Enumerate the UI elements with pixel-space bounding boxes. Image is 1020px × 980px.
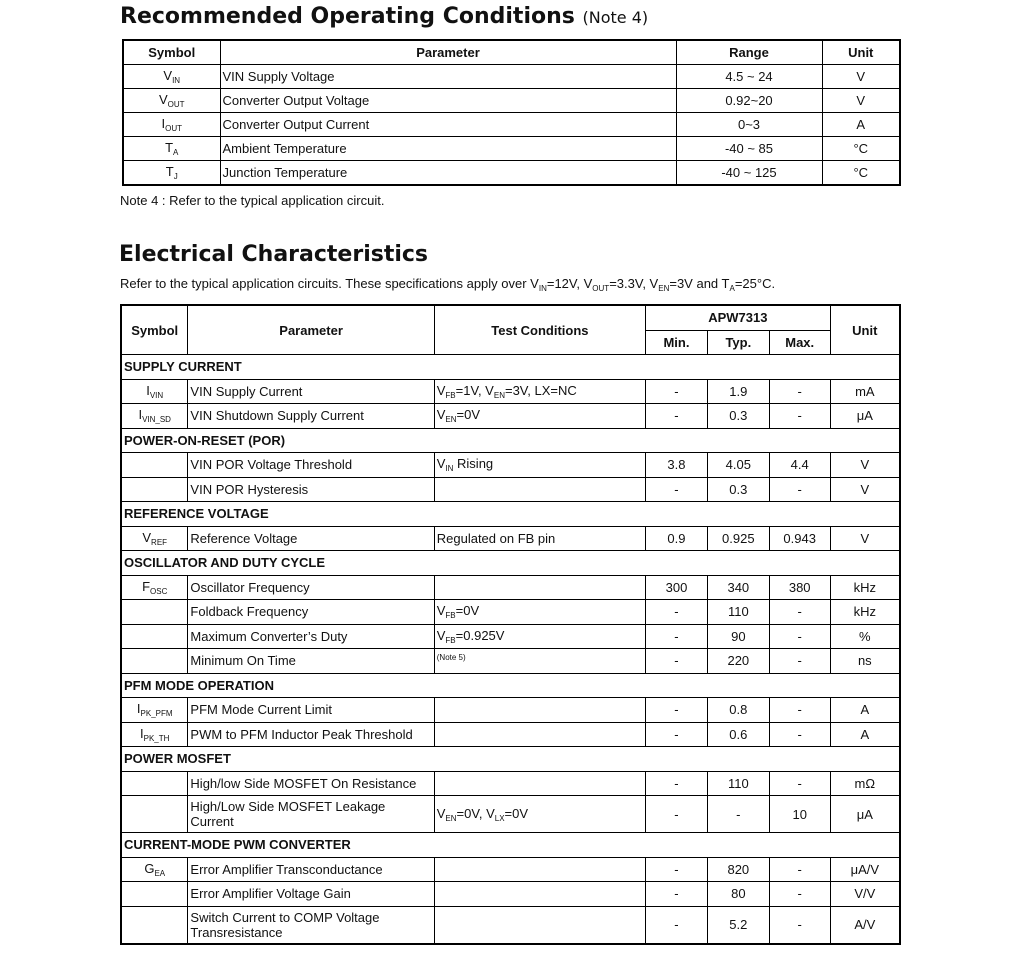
table-row xyxy=(121,698,900,723)
unit-cell: mA xyxy=(830,379,900,404)
min-cell: - xyxy=(646,796,708,833)
col-header-max: Max. xyxy=(769,330,830,355)
roc-title: Recommended Operating Conditions (Note 4) xyxy=(120,4,649,29)
min-cell: - xyxy=(646,771,708,796)
max-cell: - xyxy=(769,906,830,944)
col-header-typ: Typ. xyxy=(707,330,769,355)
table-row xyxy=(121,526,900,551)
range-cell: 0.92~20 xyxy=(676,89,822,113)
section-row xyxy=(121,551,900,576)
max-cell: - xyxy=(769,882,830,907)
range-cell: -40 ~ 85 xyxy=(676,137,822,161)
section-row xyxy=(121,747,900,772)
min-cell: - xyxy=(646,379,708,404)
typ-cell: 0.3 xyxy=(707,477,769,502)
typ-cell: 4.05 xyxy=(707,453,769,478)
table-row xyxy=(123,89,900,113)
unit-cell: mΩ xyxy=(830,771,900,796)
table-row xyxy=(121,600,900,625)
table-row xyxy=(121,722,900,747)
typ-cell: 220 xyxy=(707,649,769,674)
symbol-cell: $T_J$ xyxy=(123,161,220,186)
table-header-row xyxy=(121,305,900,330)
test-cell: $V_{EN}=0V$, $V_{LX}=0V$ xyxy=(434,796,645,833)
section-title: REFERENCE VOLTAGE xyxy=(121,502,900,527)
symbol-cell: $I_{PK\_TH}$ xyxy=(121,722,188,747)
max-cell: 10 xyxy=(769,796,830,833)
test-cell xyxy=(434,698,645,723)
test-cell xyxy=(434,857,645,882)
parameter-cell: Converter Output Current xyxy=(220,113,676,137)
parameter-cell: Ambient Temperature xyxy=(220,137,676,161)
table-row xyxy=(123,137,900,161)
typ-cell: 820 xyxy=(707,857,769,882)
section-row xyxy=(121,428,900,453)
test-cell xyxy=(434,722,645,747)
symbol-cell: $I_{VIN\_SD}$ xyxy=(121,404,188,429)
min-cell: - xyxy=(646,624,708,649)
min-cell: - xyxy=(646,404,708,429)
unit-cell: °C xyxy=(822,161,900,186)
table-row xyxy=(121,404,900,429)
section-title: POWER-ON-RESET (POR) xyxy=(121,428,900,453)
test-cell xyxy=(434,906,645,944)
note-4: Note 4 : Refer to the typical application circuit. xyxy=(120,193,385,208)
test-cell: $V_{FB}=0.925V$ xyxy=(434,624,645,649)
section-row xyxy=(121,502,900,527)
max-cell: - xyxy=(769,404,830,429)
parameter-cell: Junction Temperature xyxy=(220,161,676,186)
min-cell: - xyxy=(646,698,708,723)
unit-cell: V xyxy=(830,453,900,478)
col-header-range: Range xyxy=(676,40,822,65)
roc-note-ref: (Note 4) xyxy=(582,8,649,27)
section-title: OSCILLATOR AND DUTY CYCLE xyxy=(121,551,900,576)
ec-table xyxy=(120,304,901,945)
min-cell: - xyxy=(646,722,708,747)
max-cell: - xyxy=(769,722,830,747)
table-row xyxy=(121,649,900,674)
col-header-unit: Unit xyxy=(830,305,900,355)
section-title: POWER MOSFET xyxy=(121,747,900,772)
parameter-cell: PFM Mode Current Limit xyxy=(188,698,434,723)
unit-cell: kHz xyxy=(830,575,900,600)
test-cell xyxy=(434,771,645,796)
max-cell: 4.4 xyxy=(769,453,830,478)
section-title: PFM MODE OPERATION xyxy=(121,673,900,698)
col-header-symbol: Symbol xyxy=(123,40,220,65)
col-header-unit: Unit xyxy=(822,40,900,65)
parameter-cell: VIN POR Hysteresis xyxy=(188,477,434,502)
section-row xyxy=(121,673,900,698)
typ-cell: - xyxy=(707,796,769,833)
parameter-cell: Converter Output Voltage xyxy=(220,89,676,113)
min-cell: - xyxy=(646,477,708,502)
table-row xyxy=(121,624,900,649)
parameter-cell: Reference Voltage xyxy=(188,526,434,551)
section-title: CURRENT-MODE PWM CONVERTER xyxy=(121,833,900,858)
table-row xyxy=(123,65,900,89)
table-header-row xyxy=(123,40,900,65)
min-cell: - xyxy=(646,906,708,944)
unit-cell: A xyxy=(822,113,900,137)
typ-cell: 1.9 xyxy=(707,379,769,404)
col-header-parameter: Parameter xyxy=(188,305,434,355)
range-cell: -40 ~ 125 xyxy=(676,161,822,186)
range-cell: 0~3 xyxy=(676,113,822,137)
parameter-cell: VIN Supply Current xyxy=(188,379,434,404)
test-cell: $V_{FB}=1V$, $V_{EN}=3V$, LX=NC xyxy=(434,379,645,404)
typ-cell: 0.925 xyxy=(707,526,769,551)
unit-cell: μA xyxy=(830,796,900,833)
test-cell xyxy=(434,575,645,600)
symbol-cell: $V_{REF}$ xyxy=(121,526,188,551)
unit-cell: V xyxy=(830,526,900,551)
max-cell: - xyxy=(769,379,830,404)
min-cell: - xyxy=(646,857,708,882)
unit-cell: V xyxy=(822,65,900,89)
unit-cell: A/V xyxy=(830,906,900,944)
symbol-cell xyxy=(121,882,188,907)
max-cell: 0.943 xyxy=(769,526,830,551)
table-row xyxy=(121,477,900,502)
roc-table xyxy=(122,39,901,186)
typ-cell: 5.2 xyxy=(707,906,769,944)
col-header-parameter: Parameter xyxy=(220,40,676,65)
parameter-cell: Oscillator Frequency xyxy=(188,575,434,600)
symbol-cell xyxy=(121,477,188,502)
table-row xyxy=(121,771,900,796)
symbol-cell xyxy=(121,906,188,944)
unit-cell: ns xyxy=(830,649,900,674)
symbol-cell: $F_{OSC}$ xyxy=(121,575,188,600)
unit-cell: A xyxy=(830,722,900,747)
max-cell: - xyxy=(769,624,830,649)
max-cell: - xyxy=(769,477,830,502)
unit-cell: μA xyxy=(830,404,900,429)
typ-cell: 110 xyxy=(707,771,769,796)
symbol-cell xyxy=(121,600,188,625)
table-row xyxy=(121,453,900,478)
test-cell xyxy=(434,882,645,907)
col-header-test-conditions: Test Conditions xyxy=(434,305,645,355)
ec-intro: Refer to the typical application circuits. These specifications apply over $V_{IN}=12V$, $V_{OUT}=3.3V$, $V_{EN}=3V$ and $T_A=25^\circ C$. xyxy=(120,276,776,293)
parameter-cell: High/low Side MOSFET On Resistance xyxy=(188,771,434,796)
parameter-cell: Error Amplifier Voltage Gain xyxy=(188,882,434,907)
parameter-cell: Error Amplifier Transconductance xyxy=(188,857,434,882)
parameter-cell: PWM to PFM Inductor Peak Threshold xyxy=(188,722,434,747)
unit-cell: kHz xyxy=(830,600,900,625)
parameter-cell: Minimum On Time xyxy=(188,649,434,674)
unit-cell: °C xyxy=(822,137,900,161)
test-cell xyxy=(434,649,645,674)
max-cell: 380 xyxy=(769,575,830,600)
table-row xyxy=(121,379,900,404)
unit-cell: V xyxy=(822,89,900,113)
parameter-cell: Foldback Frequency xyxy=(188,600,434,625)
table-row xyxy=(121,857,900,882)
parameter-cell: VIN Shutdown Supply Current xyxy=(188,404,434,429)
min-cell: 300 xyxy=(646,575,708,600)
symbol-cell: $I_{OUT}$ xyxy=(123,113,220,137)
parameter-cell: Maximum Converter’s Duty xyxy=(188,624,434,649)
typ-cell: 340 xyxy=(707,575,769,600)
unit-cell: μA/V xyxy=(830,857,900,882)
symbol-cell: $I_{VIN}$ xyxy=(121,379,188,404)
test-cell: $V_{EN}=0V$ xyxy=(434,404,645,429)
note-5-ref: (Note 5) xyxy=(436,653,466,663)
table-row xyxy=(123,161,900,186)
table-row xyxy=(121,906,900,944)
parameter-cell: VIN Supply Voltage xyxy=(220,65,676,89)
typ-cell: 0.8 xyxy=(707,698,769,723)
typ-cell: 0.6 xyxy=(707,722,769,747)
max-cell: - xyxy=(769,857,830,882)
col-header-device: APW7313 xyxy=(646,305,831,330)
ec-title: Electrical Characteristics xyxy=(119,242,429,267)
table-row xyxy=(121,796,900,833)
max-cell: - xyxy=(769,698,830,723)
parameter-cell: Switch Current to COMP Voltage Transresistance xyxy=(188,906,434,944)
symbol-cell: $V_{IN}$ xyxy=(123,65,220,89)
unit-cell: V/V xyxy=(830,882,900,907)
col-header-symbol: Symbol xyxy=(121,305,188,355)
min-cell: - xyxy=(646,649,708,674)
typ-cell: 80 xyxy=(707,882,769,907)
symbol-cell xyxy=(121,649,188,674)
min-cell: 0.9 xyxy=(646,526,708,551)
max-cell: - xyxy=(769,600,830,625)
unit-cell: % xyxy=(830,624,900,649)
max-cell: - xyxy=(769,649,830,674)
parameter-cell: High/Low Side MOSFET Leakage Current xyxy=(188,796,434,833)
symbol-cell xyxy=(121,796,188,833)
unit-cell: V xyxy=(830,477,900,502)
symbol-cell: $G_{EA}$ xyxy=(121,857,188,882)
test-cell: $V_{IN}$ Rising xyxy=(434,453,645,478)
parameter-cell: VIN POR Voltage Threshold xyxy=(188,453,434,478)
symbol-cell: $I_{PK\_PFM}$ xyxy=(121,698,188,723)
symbol-cell: $T_A$ xyxy=(123,137,220,161)
section-row xyxy=(121,355,900,380)
typ-cell: 0.3 xyxy=(707,404,769,429)
test-cell xyxy=(434,477,645,502)
symbol-cell xyxy=(121,624,188,649)
min-cell: - xyxy=(646,882,708,907)
section-title: SUPPLY CURRENT xyxy=(121,355,900,380)
max-cell: - xyxy=(769,771,830,796)
col-header-min: Min. xyxy=(646,330,708,355)
symbol-cell xyxy=(121,453,188,478)
min-cell: 3.8 xyxy=(646,453,708,478)
typ-cell: 110 xyxy=(707,600,769,625)
symbol-cell xyxy=(121,771,188,796)
symbol-cell: $V_{OUT}$ xyxy=(123,89,220,113)
unit-cell: A xyxy=(830,698,900,723)
min-cell: - xyxy=(646,600,708,625)
table-row xyxy=(121,575,900,600)
typ-cell: 90 xyxy=(707,624,769,649)
section-row xyxy=(121,833,900,858)
test-cell: $V_{FB}=0V$ xyxy=(434,600,645,625)
table-row xyxy=(121,882,900,907)
table-row xyxy=(123,113,900,137)
test-cell: Regulated on FB pin xyxy=(434,526,645,551)
range-cell: 4.5 ~ 24 xyxy=(676,65,822,89)
